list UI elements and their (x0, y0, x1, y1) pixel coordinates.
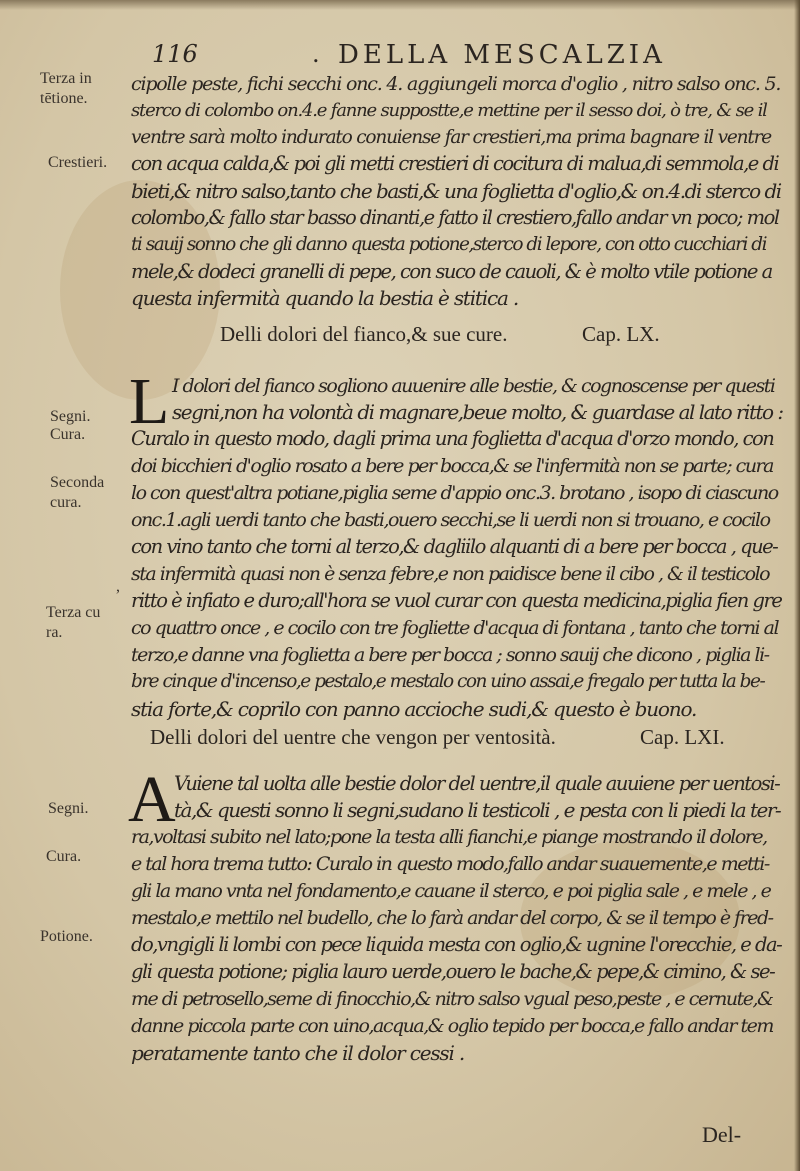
margin-note: , (116, 578, 120, 595)
text-line: Curalo in questo modo, dagli prima una foglietta d'acqua d'orzo mondo, con (131, 427, 774, 450)
margin-note: Cura. (46, 848, 82, 865)
text-line: ti sauij sonno che gli danno questa potione,sterco di lepore, con otto cucchiari di (131, 234, 767, 255)
catchword: Del- (702, 1122, 742, 1147)
drop-cap: A (128, 763, 176, 836)
text-line: con acqua calda,& poi gli metti crestieri di cocitura di malua,di semmola,e di (131, 152, 779, 175)
text-line: gli questa potione; piglia lauro uerde,ouero le bache,& pepe,& cimino, & se- (131, 960, 775, 983)
text-line: sterco di colombo on.4.e fanne suppostte,e mettine per il sesso doi, ò tre, & se il (131, 100, 767, 121)
text-line: mestalo,e mettilo nel budello, che lo farà andar del corpo, & se il tempo è fred- (131, 907, 773, 929)
text-line: I dolori del fianco sogliono auuenire alle bestie, & cognoscense per questi (172, 375, 775, 397)
text-line: ventre sarà molto indurato conuiense far crestieri,ma prima bagnare il ventre (131, 127, 771, 148)
text-line: questa infermità quando la bestia è stitica . (131, 286, 519, 310)
text-line: tà,& questi sonno li segni,sudano li testicoli , e pesta con li piedi la ter- (174, 798, 781, 822)
text-line: colombo,& fallo star basso dinanti,e fatto il crestiero,fallo andar vn poco; mol (131, 206, 779, 229)
chapter-number: Cap. LX. (582, 322, 660, 346)
margin-note: Seconda (50, 474, 105, 491)
text-line: co quattro once , e cocilo con tre fogliette d'acqua di fontana , tanto che torni al (131, 617, 779, 639)
text-line: bre cinque d'incenso,e pestalo,e mestalo con uino assai,e fregalo per tutta la be- (131, 671, 765, 692)
chapter-number: Cap. LXI. (640, 725, 725, 749)
text-line: cipolle peste, fichi secchi onc. 4. aggiungeli morca d'oglio , nitro salso onc. 5. (131, 73, 781, 95)
margin-note: Crestieri. (48, 154, 108, 171)
text-line: stia forte,& coprilo con panno accioche sudi,& questo è buono. (131, 697, 697, 721)
text-line: ritto è infiato e duro;all'hora se vuol curar con questa medicina,piglia fien gre (131, 589, 782, 612)
margin-note: cura. (50, 494, 82, 511)
text-line: e tal hora trema tutto: Curalo in questo modo,fallo andar suauemente,e metti- (131, 853, 769, 875)
text-line: lo con quest'altra potiane,piglia seme d'appio onc.3. brotano , isopo di ciascuno (131, 482, 778, 504)
text-line: terzo,e danne vna foglietta a bere per bocca ; sonno sauij che dicono , piglia li- (131, 644, 769, 666)
text-line: danne piccola parte con uino,acqua,& oglio tepido per bocca,e fallo andar tem (131, 1015, 773, 1037)
page-edge-shadow (794, 0, 800, 1171)
text-line: peratamente tanto che il dolor cessi . (131, 1041, 464, 1065)
text-line: Vuiene tal uolta alle bestie dolor del uentre,il quale auuiene per uentosi- (174, 772, 780, 795)
page-header (0, 40, 800, 70)
text-line: segni,non ha volontà di magnare,beue molto, & guardase al lato ritto : (172, 400, 783, 424)
text-line: sta infermità quasi non è senza febre,e non paidisce bene il cibo , & il testicolo (131, 563, 770, 585)
chapter-heading: Delli dolori del uentre che vengon per ventosità. (150, 725, 556, 749)
margin-note: Segni. (50, 408, 91, 425)
text-line: doi bicchieri d'oglio rosato a bere per bocca,& se l'infermità non se parte; cura (131, 455, 773, 477)
margin-note: ra. (46, 624, 63, 641)
text-line: con vino tanto che torni al terzo,& dagliilo alquanti di a bere per bocca , que- (131, 535, 778, 558)
running-title: DELLA MESCALZIA (338, 40, 666, 70)
margin-note: Terza cu (46, 604, 101, 621)
margin-note: Segni. (48, 800, 89, 817)
page-top-shadow (0, 0, 800, 10)
page-number: 116 (152, 40, 198, 68)
text-line: do,vngigli li lombi con pece liquida mesta con oglio,& ugnine l'orecchie, e da- (131, 933, 782, 956)
chapter-heading: Delli dolori del fianco,& sue cure. (220, 322, 508, 346)
margin-note: Cura. (50, 426, 86, 443)
drop-cap: L (129, 365, 170, 438)
text-line: onc.1.agli uerdi tanto che basti,ouero secchi,se li uerdi non si trouano, e cocilo (131, 509, 770, 531)
text-line: gli la mano vnta nel fondamento,e cauane il sterco, e poi piglia sale , e mele , e (131, 880, 771, 902)
text-line: bieti,& nitro salso,tanto che basti,& una foglietta d'oglio,& on.4.di sterco di (131, 179, 781, 203)
text-line: mele,& dodeci granelli di pepe, con suco de cauoli, & è molto vtile potione a (131, 260, 772, 283)
margin-note: Potione. (40, 928, 93, 945)
header-separator: . (312, 40, 320, 68)
margin-note: tētione. (40, 90, 88, 107)
margin-note: Terza in (40, 70, 92, 87)
text-line: ra,voltasi subito nel lato;pone la testa alli fianchi,e piange mostrando il dolore, (131, 826, 767, 848)
text-line: me di petrosello,seme di finocchio,& nitro salso vgual peso,peste , e cernute,& (131, 988, 773, 1010)
